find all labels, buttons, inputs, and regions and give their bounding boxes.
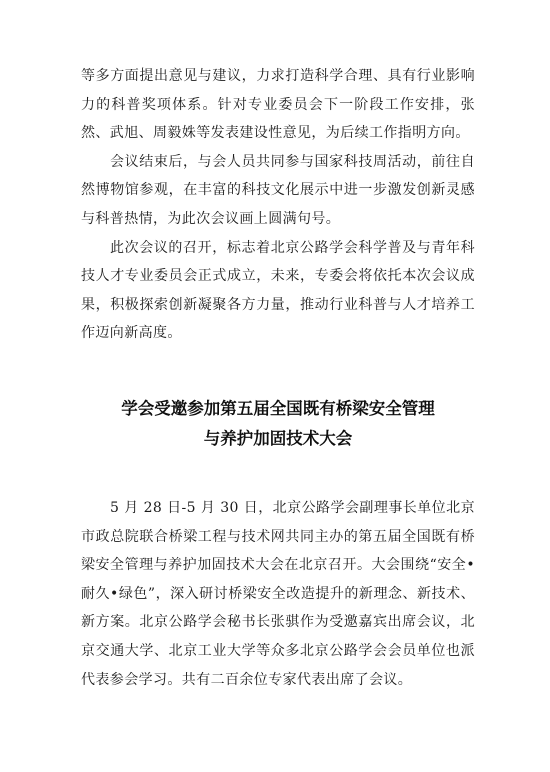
article1-paragraph-1: 等多方面提出意见与建议，力求打造科学合理、具有行业影响力的科普奖项体系。针对专业委员会下一阶段工作安排，张然、武旭、周毅姝等发表建设性意见，为后续工作指明方向。: [81, 68, 475, 142]
article2-title-line-2: 与养护加固技术大会: [203, 428, 353, 448]
page-content: [81, 62, 475, 694]
section-spacer: [81, 348, 475, 394]
article2-title-line-1: 学会受邀参加第五届全国既有桥梁安全管理: [121, 398, 435, 418]
article1-paragraph-2: 会议结束后，与会人员共同参与国家科技周活动，前往自然博物馆参观，在丰富的科技文化展示中进一步激发创新灵感与科普热情，为此次会议画上圆满句号。: [81, 153, 475, 227]
article2-paragraph: 5 月 28 日-5 月 30 日，北京公路学会副理事长单位北京市政总院联合桥梁工程与技术网共同主办的第五届全国既有桥梁安全管理与养护加固技术大会在北京召开。大会围绕“安全•耐久•绿色”，深入研讨桥梁安全改造提升的新理念、新技术、新方案。北京公路学会秘书长张骐作为受邀嘉宾出席会议，北京交通大学、北京工业大学等众多北京公路学会会员单位也派代表参会学习。共有二百余位专家代表出席了会议。: [81, 499, 475, 688]
article1-paragraph-3: 此次会议的召开，标志着北京公路学会科学普及与青年科技人才专业委员会正式成立，未来，专委会将依托本次会议成果，积极探索创新凝聚各方力量，推动行业科普与人才培养工作迈向新高度。: [81, 239, 475, 342]
title-spacer: [81, 454, 475, 494]
article2-heading: [81, 394, 475, 454]
